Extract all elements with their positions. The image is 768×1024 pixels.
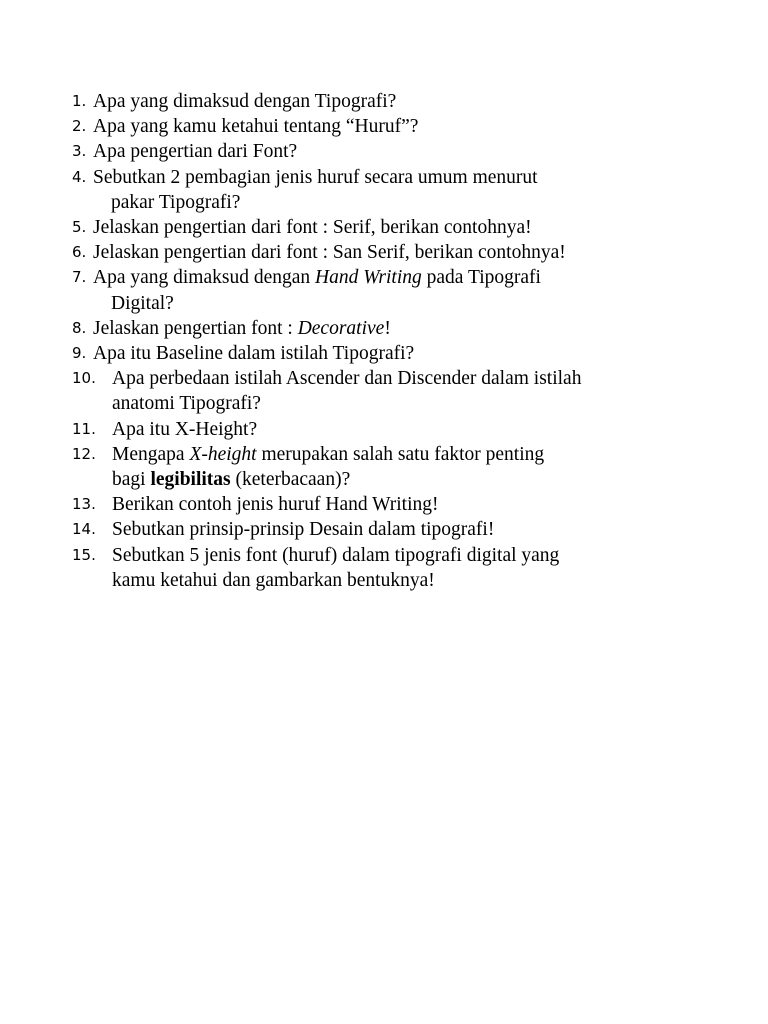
question-text: Apa itu X-Height? bbox=[112, 418, 258, 440]
question-text-end: pada Tipografi bbox=[421, 267, 541, 289]
question-item bbox=[72, 366, 712, 416]
question-item bbox=[72, 517, 712, 542]
question-text-italic: Decorative bbox=[297, 317, 385, 339]
question-item bbox=[72, 89, 712, 114]
question-text-italic: X-height bbox=[189, 443, 257, 465]
question-text bbox=[93, 265, 712, 290]
question-text: Apa yang kamu ketahui tentang “Huruf”? bbox=[93, 116, 419, 138]
question-number: 14. bbox=[72, 520, 96, 539]
question-text-italic: Hand Writing bbox=[315, 267, 422, 289]
question-number: 3. bbox=[72, 142, 87, 161]
question-text-continued: pakar Tipografi? bbox=[111, 191, 241, 213]
question-number: 2. bbox=[72, 117, 87, 136]
question-text-start: bagi bbox=[112, 469, 151, 491]
question-item bbox=[72, 139, 712, 164]
question-text-continued: anatomi Tipografi? bbox=[112, 393, 261, 415]
question-item bbox=[72, 417, 712, 442]
question-text-continued bbox=[112, 467, 712, 492]
question-item bbox=[72, 165, 712, 215]
question-number: 1. bbox=[72, 92, 87, 110]
question-number: 8. bbox=[72, 318, 87, 337]
question-text-start: Mengapa bbox=[112, 443, 190, 465]
question-text-end: (keterbacaan)? bbox=[230, 469, 351, 491]
question-number: 9. bbox=[72, 344, 87, 363]
question-number: 11. bbox=[72, 419, 96, 438]
question-list bbox=[72, 89, 712, 593]
question-item bbox=[72, 316, 712, 341]
question-text-bold: legibilitas bbox=[150, 469, 231, 491]
question-text: Apa itu Baseline dalam istilah Tipografi? bbox=[93, 343, 415, 365]
question-text-continued: Digital? bbox=[111, 292, 174, 314]
question-text: Jelaskan pengertian dari font : Serif, berikan contohnya! bbox=[93, 217, 532, 239]
question-item bbox=[72, 265, 712, 315]
question-text-start: Jelaskan pengertian font : bbox=[93, 317, 298, 339]
question-text-end: merupakan salah satu faktor penting bbox=[256, 443, 545, 465]
question-text: Sebutkan 5 jenis font (huruf) dalam tipografi digital yang bbox=[112, 544, 560, 566]
question-number: 12. bbox=[72, 444, 96, 463]
question-item bbox=[72, 114, 712, 139]
question-number: 4. bbox=[72, 167, 87, 186]
question-item bbox=[72, 492, 712, 517]
question-text: Jelaskan pengertian dari font : San Serif, berikan contohnya! bbox=[93, 242, 566, 264]
question-text-end: ! bbox=[384, 317, 391, 339]
question-text bbox=[93, 316, 712, 341]
question-text bbox=[112, 442, 712, 467]
question-number: 7. bbox=[72, 268, 87, 287]
question-item bbox=[72, 240, 712, 265]
question-number: 6. bbox=[72, 243, 87, 262]
question-text: Apa yang dimaksud dengan Tipografi? bbox=[93, 91, 397, 112]
question-item bbox=[72, 543, 712, 593]
question-text-start: Apa yang dimaksud dengan bbox=[93, 267, 316, 289]
question-number: 15. bbox=[72, 545, 96, 564]
question-item bbox=[72, 215, 712, 240]
question-text: Apa perbedaan istilah Ascender dan Discender dalam istilah bbox=[112, 368, 582, 390]
question-text-continued: kamu ketahui dan gambarkan bentuknya! bbox=[112, 569, 435, 591]
question-number: 5. bbox=[72, 218, 87, 237]
question-item bbox=[72, 341, 712, 366]
question-number: 13. bbox=[72, 495, 96, 514]
question-item bbox=[72, 442, 712, 492]
question-text: Sebutkan prinsip-prinsip Desain dalam tipografi! bbox=[112, 519, 495, 541]
question-text: Berikan contoh jenis huruf Hand Writing! bbox=[112, 494, 439, 516]
question-number: 10. bbox=[72, 369, 96, 388]
question-text: Apa pengertian dari Font? bbox=[93, 141, 298, 163]
question-text: Sebutkan 2 pembagian jenis huruf secara umum menurut bbox=[93, 166, 538, 188]
